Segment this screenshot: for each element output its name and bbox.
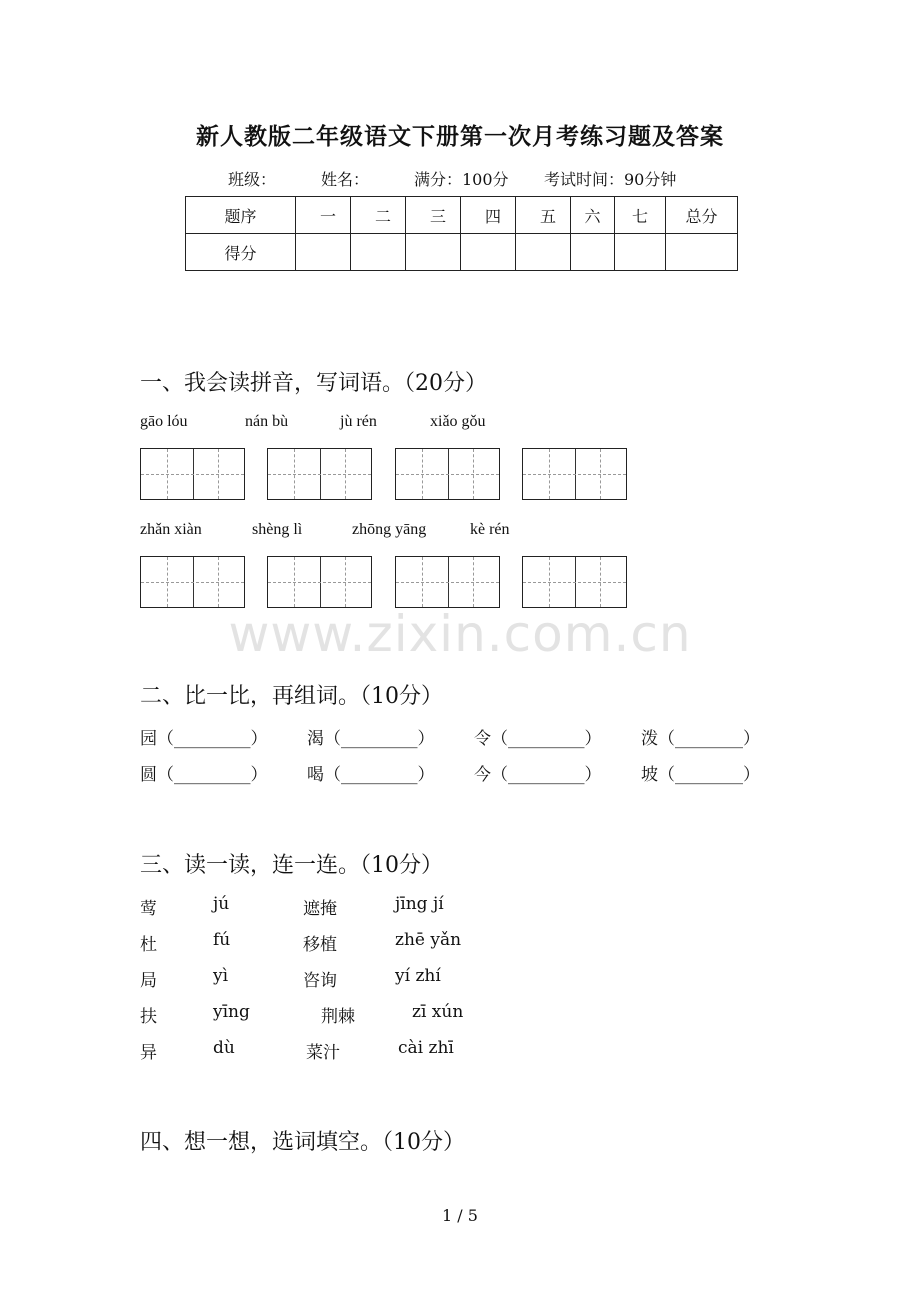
score-table-row	[186, 234, 738, 271]
section4-heading: 四、想一想，选词填空。（10分）	[140, 1130, 465, 1155]
match-word-pinyin: zhē yǎn	[395, 930, 462, 950]
match-pinyin: jú	[213, 894, 230, 914]
score-table-header	[186, 197, 738, 234]
match-word-pinyin: cài zhī	[398, 1038, 454, 1058]
word-blank[interactable]: 渴（_________）	[307, 729, 435, 749]
match-char: 莺	[140, 899, 157, 919]
match-word-pinyin: jīng jí	[395, 894, 444, 914]
score-cell[interactable]	[406, 234, 461, 271]
writing-grid[interactable]	[522, 448, 627, 500]
word-blank[interactable]: 令（_________）	[474, 729, 602, 749]
match-word: 移植	[303, 935, 337, 955]
match-char: 局	[140, 971, 157, 991]
match-pinyin: fú	[213, 930, 231, 950]
score-cell[interactable]	[571, 234, 615, 271]
pinyin-label: nán bù	[245, 413, 289, 430]
match-word-pinyin: yí zhí	[395, 966, 441, 986]
class-label: 班级：	[228, 170, 277, 189]
score-cell[interactable]	[296, 234, 351, 271]
pinyin-label: jù rén	[340, 413, 377, 430]
writing-grid[interactable]	[267, 556, 372, 608]
writing-grid[interactable]	[395, 556, 500, 608]
match-pinyin: yì	[213, 966, 229, 986]
match-pinyin: yīng	[213, 1002, 250, 1022]
writing-grid[interactable]	[140, 448, 245, 500]
writing-grid[interactable]	[140, 556, 245, 608]
word-blank[interactable]: 喝（_________）	[307, 765, 435, 785]
table-header-cell: 总分	[666, 197, 738, 234]
pinyin-label: shèng lì	[252, 521, 303, 538]
table-header-cell: 五	[516, 197, 571, 234]
writing-grid[interactable]	[395, 448, 500, 500]
match-word: 荆棘	[321, 1007, 355, 1027]
table-header-cell: 七	[615, 197, 666, 234]
writing-grid[interactable]	[522, 556, 627, 608]
score-cell[interactable]	[461, 234, 516, 271]
table-header-cell: 题序	[186, 197, 296, 234]
section1-heading: 一、我会读拼音，写词语。（20分）	[140, 371, 487, 396]
page-number: 1 / 5	[442, 1206, 478, 1225]
table-header-cell: 四	[461, 197, 516, 234]
score-cell[interactable]	[516, 234, 571, 271]
row-label: 得分	[186, 234, 296, 271]
pinyin-label: gāo lóu	[140, 413, 188, 430]
word-blank[interactable]: 坡（________）	[641, 765, 760, 785]
match-word: 遮掩	[303, 899, 337, 919]
pinyin-label: zhǎn xiàn	[140, 521, 202, 538]
full-score: 满分：100分	[414, 170, 509, 189]
match-char: 异	[140, 1043, 157, 1063]
score-cell[interactable]	[666, 234, 738, 271]
table-header-cell: 六	[571, 197, 615, 234]
section3-heading: 三、读一读，连一连。（10分）	[140, 853, 443, 878]
word-blank[interactable]: 今（_________）	[474, 765, 602, 785]
name-label: 姓名：	[321, 170, 370, 189]
word-blank[interactable]: 圆（_________）	[140, 765, 268, 785]
match-word: 菜汁	[306, 1043, 340, 1063]
table-header-cell: 一	[296, 197, 351, 234]
document-title: 新人教版二年级语文下册第一次月考练习题及答案	[196, 123, 724, 150]
pinyin-label: xiǎo gǒu	[430, 413, 486, 430]
pinyin-label: kè rén	[470, 521, 510, 538]
exam-time: 考试时间：90分钟	[544, 170, 677, 189]
table-header-cell: 三	[406, 197, 461, 234]
match-word-pinyin: zī xún	[412, 1002, 464, 1022]
section2-heading: 二、比一比，再组词。（10分）	[140, 684, 443, 709]
match-pinyin: dù	[213, 1038, 235, 1058]
watermark: www.zixin.com.cn	[228, 605, 692, 663]
word-blank[interactable]: 园（_________）	[140, 729, 268, 749]
match-word: 咨询	[303, 971, 337, 991]
word-blank[interactable]: 泼（________）	[641, 729, 760, 749]
score-cell[interactable]	[615, 234, 666, 271]
score-table	[185, 196, 738, 271]
match-char: 杜	[140, 935, 157, 955]
pinyin-label: zhōng yāng	[352, 521, 427, 538]
writing-grid[interactable]	[267, 448, 372, 500]
score-cell[interactable]	[351, 234, 406, 271]
match-char: 扶	[140, 1007, 157, 1027]
table-header-cell: 二	[351, 197, 406, 234]
